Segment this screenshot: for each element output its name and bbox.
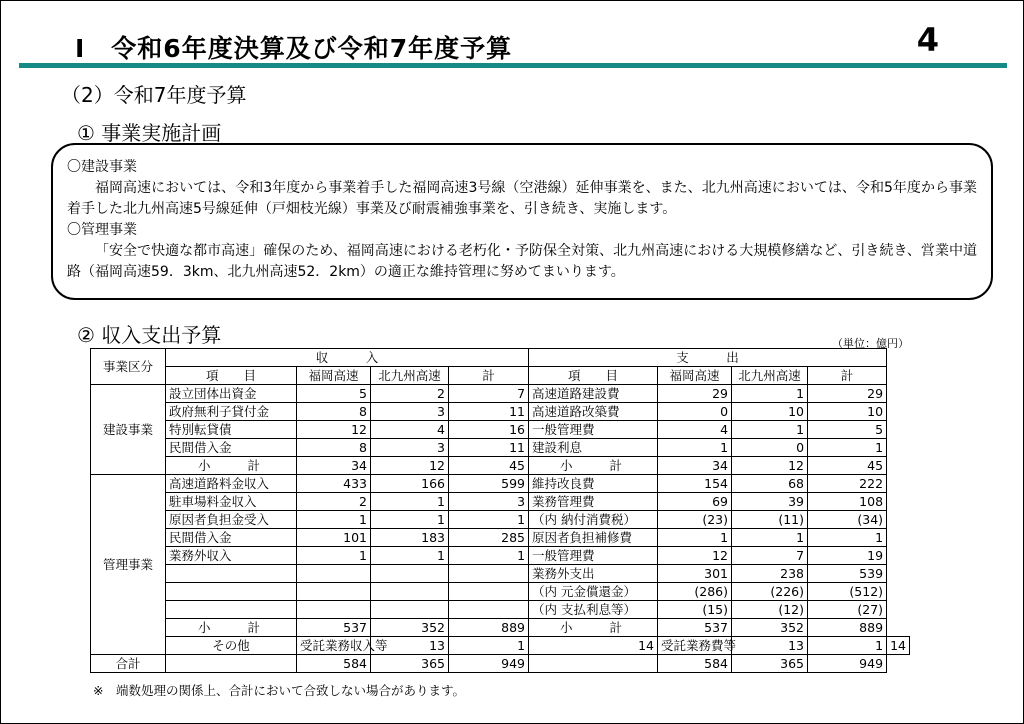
income-total-cell: 45 [449,457,529,475]
income-item-cell: 原因者負担金受入 [166,511,297,529]
expense-kitakyushu-cell: 0 [732,439,808,457]
expense-total-cell: (34) [808,511,887,529]
expense-kitakyushu-cell: 7 [732,547,808,565]
income-fukuoka-cell [297,583,371,601]
income-kitakyushu-cell: 3 [371,439,449,457]
expense-item-cell [529,655,658,673]
income-item-cell: 民間借入金 [166,529,297,547]
expense-kitakyushu-cell: 238 [732,565,808,583]
header-income-item: 項 目 [166,367,297,385]
expense-item-cell: 高速道路改築費 [529,403,658,421]
header-expense-total: 計 [808,367,887,385]
expense-item-cell: 原因者負担補修費 [529,529,658,547]
expense-total-cell: 5 [808,421,887,439]
expense-total-cell: 14 [887,637,910,655]
expense-kitakyushu-cell: 352 [732,619,808,637]
expense-kitakyushu-cell: 68 [732,475,808,493]
expense-kitakyushu-cell: (12) [732,601,808,619]
expense-item-cell: 業務外支出 [529,565,658,583]
income-kitakyushu-cell: 2 [371,385,449,403]
income-kitakyushu-cell: 1 [449,637,529,655]
expense-fukuoka-cell: (286) [658,583,732,601]
table-row [91,475,910,493]
expense-fukuoka-cell: 537 [658,619,732,637]
table-row [91,403,910,421]
income-total-cell: 3 [449,493,529,511]
income-kitakyushu-cell: 1 [371,511,449,529]
subsection-budget-heading: ② 収入支出予算 [77,323,222,347]
expense-fukuoka-cell: 1 [658,529,732,547]
income-fukuoka-cell: 433 [297,475,371,493]
subsection-plan-heading: ① 事業実施計画 [77,121,222,145]
category-cell: 管理事業 [91,475,166,655]
expense-fukuoka-cell: 1 [658,439,732,457]
income-total-cell [449,583,529,601]
expense-item-cell: 一般管理費 [529,547,658,565]
income-fukuoka-cell [297,565,371,583]
income-item-cell: 小 計 [166,619,297,637]
income-kitakyushu-cell [371,583,449,601]
income-total-cell: 16 [449,421,529,439]
income-total-cell: 1 [449,547,529,565]
expense-item-cell: 一般管理費 [529,421,658,439]
page-title: Ⅰ 令和6年度決算及び令和7年度予算 [75,34,513,63]
expense-fukuoka-cell: 29 [658,385,732,403]
expense-fukuoka-cell: (15) [658,601,732,619]
expense-total-cell: 949 [808,655,887,673]
income-item-cell [166,583,297,601]
income-total-cell: 11 [449,403,529,421]
expense-total-cell: 10 [808,403,887,421]
expense-kitakyushu-cell: 10 [732,403,808,421]
table-row [91,439,910,457]
header-income-total: 計 [449,367,529,385]
income-item-cell: 高速道路料金収入 [166,475,297,493]
header-expense: 支 出 [529,349,887,367]
expense-item-cell: 業務管理費 [529,493,658,511]
header-income-fukuoka: 福岡高速 [297,367,371,385]
table-row [91,385,910,403]
table-header-row [91,349,910,367]
expense-kitakyushu-cell: 1 [732,385,808,403]
expense-kitakyushu-cell: 39 [732,493,808,511]
table-row [91,637,910,655]
header-income-kitakyushu: 北九州高速 [371,367,449,385]
expense-total-cell: 45 [808,457,887,475]
section-heading: （2）令和7年度予算 [61,83,247,107]
income-total-cell [449,601,529,619]
income-total-cell: 1 [449,511,529,529]
income-item-cell: 民間借入金 [166,439,297,457]
income-fukuoka-cell: 34 [297,457,371,475]
income-kitakyushu-cell: 4 [371,421,449,439]
expense-kitakyushu-cell: (226) [732,583,808,601]
unit-label: （単位：億円） [832,337,909,350]
income-item-cell: 業務外収入 [166,547,297,565]
income-total-cell: 14 [529,637,658,655]
expense-fukuoka-cell: 34 [658,457,732,475]
category-cell: 建設事業 [91,385,166,475]
header-expense-fukuoka: 福岡高速 [658,367,732,385]
income-item-cell: 受託業務収入等 [297,637,371,655]
income-fukuoka-cell: 101 [297,529,371,547]
header-expense-item: 項 目 [529,367,658,385]
expense-total-cell: 29 [808,385,887,403]
table-header-row [91,367,910,385]
expense-kitakyushu-cell: 12 [732,457,808,475]
expense-item-cell: 小 計 [529,457,658,475]
income-kitakyushu-cell: 365 [371,655,449,673]
subtotal-row [91,457,910,475]
title-underline-bar [19,63,1007,68]
expense-total-cell: 19 [808,547,887,565]
expense-item-cell: 小 計 [529,619,658,637]
expense-fukuoka-cell: 584 [658,655,732,673]
income-fukuoka-cell: 5 [297,385,371,403]
expense-kitakyushu-cell: 1 [732,529,808,547]
expense-total-cell: 1 [808,439,887,457]
header-income: 収 入 [166,349,529,367]
income-fukuoka-cell: 13 [371,637,449,655]
income-item-cell [166,601,297,619]
expense-item-cell: 受託業務費等 [658,637,732,655]
table-row [91,583,910,601]
expense-kitakyushu-cell: (11) [732,511,808,529]
page-number: 4 [916,21,939,59]
expense-fukuoka-cell: 301 [658,565,732,583]
income-item-cell: 小 計 [166,457,297,475]
income-kitakyushu-cell: 1 [371,547,449,565]
income-fukuoka-cell: 537 [297,619,371,637]
income-item-cell [166,565,297,583]
table-row [91,547,910,565]
category-cell: その他 [166,637,297,655]
expense-fukuoka-cell: 13 [732,637,808,655]
subtotal-row [91,619,910,637]
expense-item-cell: （内 支払利息等） [529,601,658,619]
expense-fukuoka-cell: 12 [658,547,732,565]
expense-item-cell: （内 元金償還金） [529,583,658,601]
category-cell: 合計 [91,655,166,673]
income-fukuoka-cell: 8 [297,439,371,457]
income-item-cell: 特別転貸債 [166,421,297,439]
income-item-cell: 政府無利子貸付金 [166,403,297,421]
expense-item-cell: 高速道路建設費 [529,385,658,403]
income-kitakyushu-cell [371,565,449,583]
income-kitakyushu-cell: 352 [371,619,449,637]
plan-text-management: 「安全で快適な都市高速」確保のため、福岡高速における老朽化・予防保全対策、北九州高速における大規模修繕など、引き続き、営業中道路（福岡高速59．3km、北九州高速52．2km）の適正な維持管理に努めてまいります。 [67,243,977,280]
income-fukuoka-cell: 2 [297,493,371,511]
expense-total-cell: 889 [808,619,887,637]
income-total-cell: 7 [449,385,529,403]
income-item-cell [166,655,297,673]
expense-kitakyushu-cell: 1 [732,421,808,439]
income-kitakyushu-cell [371,601,449,619]
income-kitakyushu-cell: 183 [371,529,449,547]
income-item-cell: 設立団体出資金 [166,385,297,403]
plan-text-construction: 福岡高速においては、令和3年度から事業着手した福岡高速3号線（空港線）延伸事業を、また、北九州高速においては、令和5年度から事業着手した北九州高速5号線延伸（戸畑枝光線）事業及び耐震補強事業を、引き続き、実施します。 [67,180,977,217]
income-total-cell: 599 [449,475,529,493]
income-fukuoka-cell [297,601,371,619]
table-row [91,601,910,619]
table-row [91,529,910,547]
expense-total-cell: 539 [808,565,887,583]
income-kitakyushu-cell: 12 [371,457,449,475]
income-fukuoka-cell: 8 [297,403,371,421]
expense-fukuoka-cell: 0 [658,403,732,421]
budget-table [90,348,910,673]
expense-fukuoka-cell: (23) [658,511,732,529]
expense-total-cell: (512) [808,583,887,601]
expense-kitakyushu-cell: 1 [808,637,887,655]
expense-item-cell: （内 納付消費税） [529,511,658,529]
table-row [91,511,910,529]
expense-kitakyushu-cell: 365 [732,655,808,673]
budget-table-body [91,349,910,673]
expense-total-cell: 1 [808,529,887,547]
table-row [91,565,910,583]
expense-fukuoka-cell: 69 [658,493,732,511]
table-row [91,421,910,439]
expense-total-cell: 222 [808,475,887,493]
income-total-cell: 285 [449,529,529,547]
income-fukuoka-cell: 1 [297,511,371,529]
income-fukuoka-cell: 12 [297,421,371,439]
plan-heading-management: 〇管理事業 [67,222,137,238]
expense-total-cell: 108 [808,493,887,511]
expense-fukuoka-cell: 154 [658,475,732,493]
income-fukuoka-cell: 584 [297,655,371,673]
plan-box [51,143,993,300]
income-kitakyushu-cell: 3 [371,403,449,421]
footnote: ※ 端数処理の関係上、合計において合致しない場合があります。 [93,683,465,698]
income-total-cell: 889 [449,619,529,637]
header-category: 事業区分 [91,349,166,385]
expense-item-cell: 維持改良費 [529,475,658,493]
income-total-cell: 11 [449,439,529,457]
header-expense-kitakyushu: 北九州高速 [732,367,808,385]
income-total-cell [449,565,529,583]
income-item-cell: 駐車場料金収入 [166,493,297,511]
total-row [91,655,910,673]
expense-fukuoka-cell: 4 [658,421,732,439]
income-total-cell: 949 [449,655,529,673]
income-fukuoka-cell: 1 [297,547,371,565]
income-kitakyushu-cell: 1 [371,493,449,511]
expense-total-cell: (27) [808,601,887,619]
plan-heading-construction: 〇建設事業 [67,159,137,175]
expense-item-cell: 建設利息 [529,439,658,457]
table-row [91,493,910,511]
income-kitakyushu-cell: 166 [371,475,449,493]
